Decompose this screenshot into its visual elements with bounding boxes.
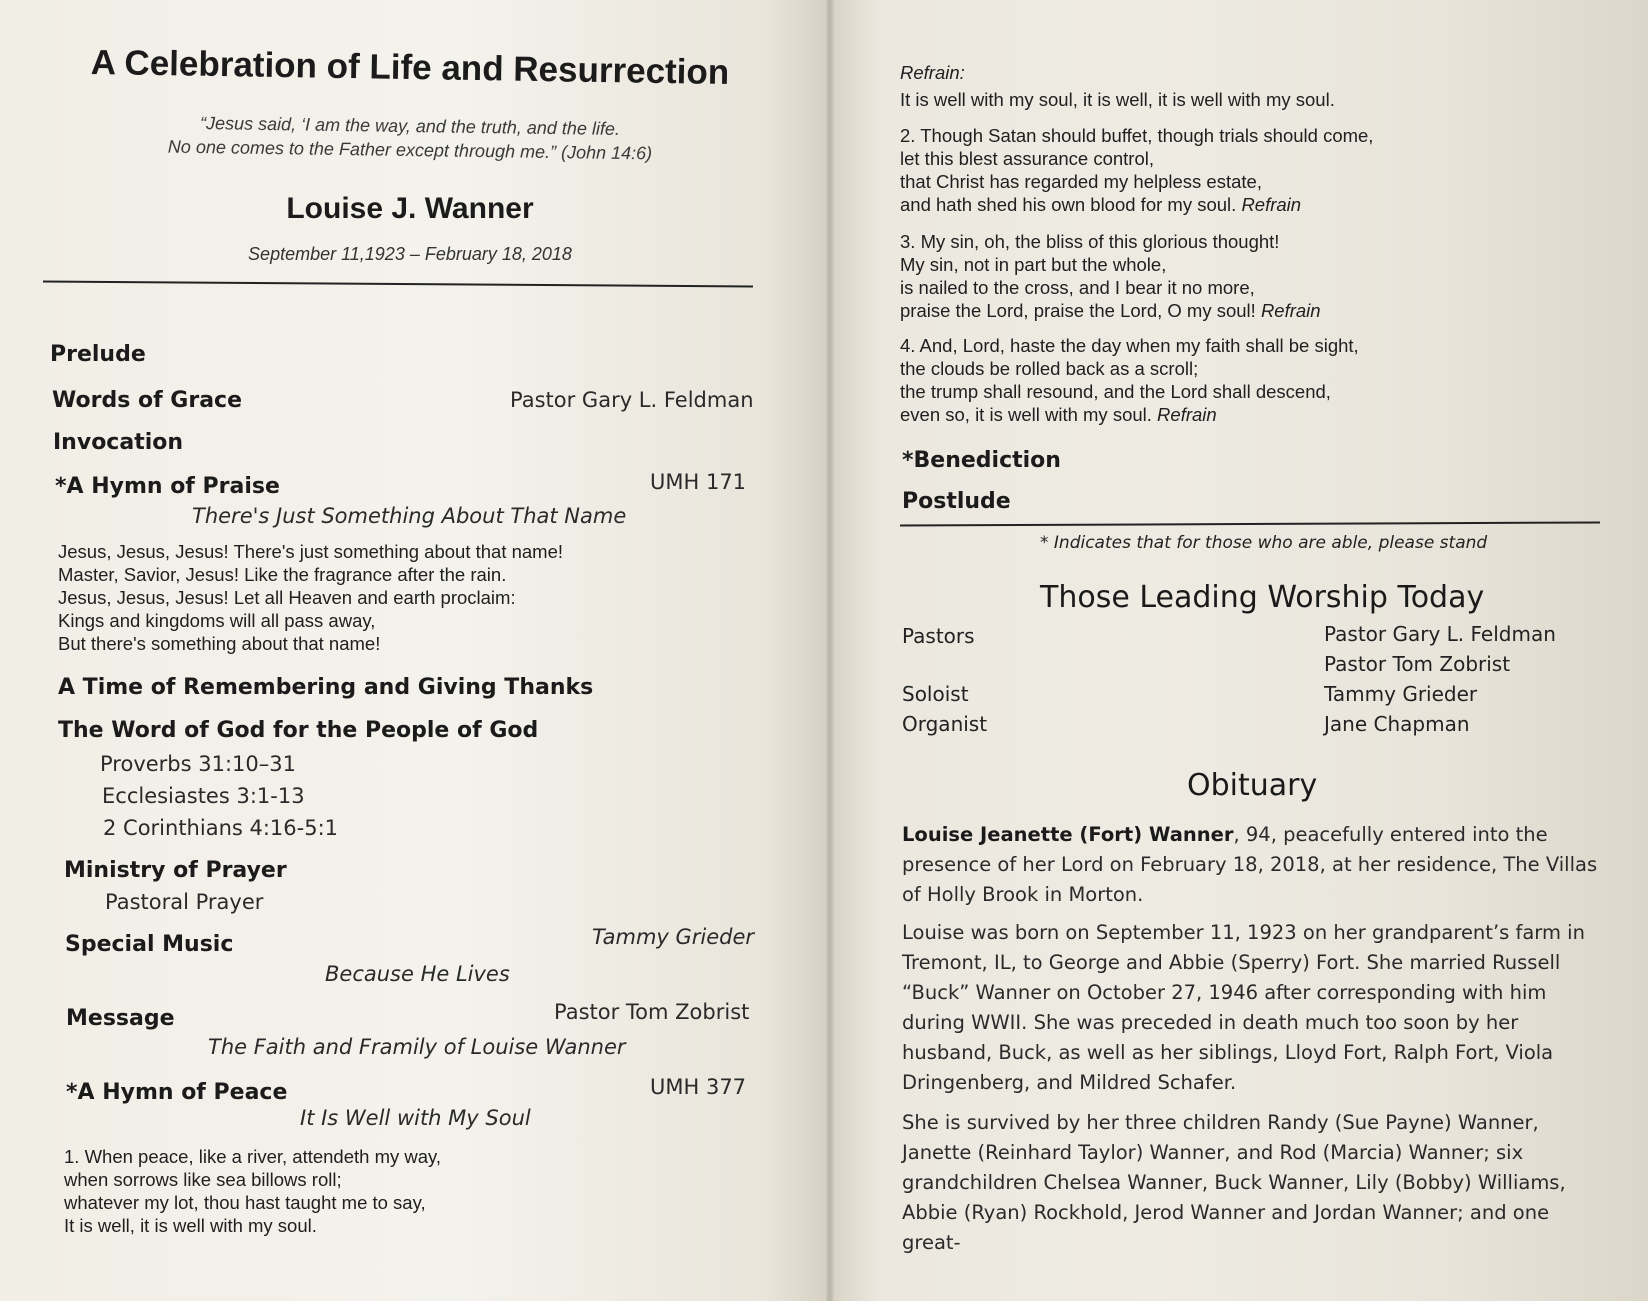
lyric-line <box>900 403 1359 426</box>
ministry-of-prayer-label: Ministry of Prayer <box>64 858 287 883</box>
life-dates: September 11,1923 – February 18, 2018 <box>248 244 572 264</box>
lyric-line: Master, Savior, Jesus! Like the fragrance after the rain. <box>58 564 507 585</box>
hymn-of-praise-number: UMH 171 <box>650 470 747 494</box>
lyric-text: and hath shed his own blood for my soul. <box>900 194 1237 215</box>
lyric-line: Jesus, Jesus, Jesus! Let all Heaven and earth proclaim: <box>58 587 516 608</box>
soloist-label: Soloist <box>902 682 969 706</box>
hymn-of-peace-verse-1 <box>64 1145 441 1237</box>
lyric-line: whatever my lot, thou hast taught me to say, <box>64 1192 426 1213</box>
refrain-text: It is well with my soul, it is well, it is well with my soul. <box>900 89 1335 110</box>
lyric-line: let this blest assurance control, <box>900 148 1154 169</box>
organist-label: Organist <box>902 712 988 736</box>
lyric-line: 3. My sin, oh, the bliss of this glorious thought! <box>900 231 1280 252</box>
message-label: Message <box>66 1006 175 1031</box>
deceased-name: Louise J. Wanner <box>286 192 534 225</box>
obituary-full-name: Louise Jeanette (Fort) Wanner <box>902 823 1234 846</box>
pastors-label: Pastors <box>902 624 975 648</box>
refrain-marker: Refrain <box>1157 404 1217 425</box>
scripture-quote-line-1: “Jesus said, ‘I am the way, and the truth, and the life. <box>199 113 621 139</box>
words-of-grace-leader: Pastor Gary L. Feldman <box>510 388 754 412</box>
header-divider <box>43 281 753 288</box>
special-music-title: Because He Lives <box>325 962 510 986</box>
obituary-paragraph-1 <box>902 820 1602 910</box>
lyric-text: even so, it is well with my soul. <box>900 404 1152 425</box>
hymn-of-praise-label: *A Hymn of Praise <box>55 474 280 499</box>
hymn-of-peace-title: It Is Well with My Soul <box>300 1106 531 1130</box>
leaders-heading: Those Leading Worship Today <box>1040 580 1485 615</box>
lyric-line: My sin, not in part but the whole, <box>900 254 1167 275</box>
pastoral-prayer: Pastoral Prayer <box>105 890 264 914</box>
benediction-label: *Benediction <box>902 448 1061 473</box>
lyric-line: 1. When peace, like a river, attendeth my way, <box>64 1146 442 1167</box>
refrain-marker: Refrain <box>1260 300 1321 321</box>
word-of-god-label: The Word of God for the People of God <box>58 718 539 743</box>
hymn-of-peace-label: *A Hymn of Peace <box>66 1080 288 1105</box>
hymn-of-peace-number: UMH 377 <box>650 1075 747 1099</box>
words-of-grace-label: Words of Grace <box>52 388 243 413</box>
scripture-quote-line-2: No one comes to the Father except through me.” (John 14:6) <box>167 136 653 164</box>
verse-2 <box>900 124 1373 216</box>
lyric-line: is nailed to the cross, and I bear it no more, <box>900 277 1255 298</box>
special-music-label: Special Music <box>65 932 234 957</box>
lyric-line: the trump shall resound, and the Lord shall descend, <box>900 381 1331 402</box>
lyric-text: praise the Lord, praise the Lord, O my soul! <box>900 300 1256 321</box>
verse-3 <box>900 230 1321 322</box>
program-title: A Celebration of Life and Resurrection <box>90 42 730 93</box>
lyric-line: that Christ has regarded my helpless estate, <box>900 171 1262 192</box>
lyric-line <box>900 193 1373 216</box>
page-fold <box>826 0 834 1301</box>
refrain-marker: Refrain <box>1241 194 1302 215</box>
message-title: The Faith and Framily of Louise Wanner <box>208 1035 626 1059</box>
lyric-line: the clouds be rolled back as a scroll; <box>900 358 1199 379</box>
message-leader: Pastor Tom Zobrist <box>554 1000 750 1024</box>
obituary-heading: Obituary <box>1187 768 1318 803</box>
lyric-line <box>900 299 1321 322</box>
reading-1: Proverbs 31:10–31 <box>100 752 296 776</box>
lyric-line: Kings and kingdoms will all pass away, <box>58 610 376 631</box>
hymn-of-praise-title: There's Just Something About That Name <box>192 504 627 528</box>
hymn-of-praise-lyrics <box>58 540 563 655</box>
pastor-2-name: Pastor Tom Zobrist <box>1324 652 1511 676</box>
verse-4 <box>900 334 1359 426</box>
postlude-label: Postlude <box>902 489 1011 514</box>
lyric-line: Jesus, Jesus, Jesus! There's just something about that name! <box>58 541 564 562</box>
special-music-performer: Tammy Grieder <box>592 925 755 949</box>
stand-note: * Indicates that for those who are able, please stand <box>1040 533 1488 553</box>
lyric-line: 2. Though Satan should buffet, though trials should come, <box>900 125 1374 146</box>
reading-2: Ecclesiastes 3:1-13 <box>102 784 305 808</box>
pastor-1-name: Pastor Gary L. Feldman <box>1324 622 1556 646</box>
lyric-line: But there's something about that name! <box>58 633 381 654</box>
refrain-label: Refrain: <box>900 62 965 83</box>
invocation-label: Invocation <box>53 430 184 455</box>
prelude-label: Prelude <box>50 342 146 367</box>
lyric-line: when sorrows like sea billows roll; <box>64 1169 342 1190</box>
reading-3: 2 Corinthians 4:16-5:1 <box>103 816 339 840</box>
obituary-paragraph-1-text: , 94, peacefully entered into the presence of her Lord on February 18, 2018, at her residence, The Villas of Holly Brook in Morton. <box>902 823 1598 906</box>
lyric-line: It is well, it is well with my soul. <box>64 1215 317 1236</box>
lyric-line: 4. And, Lord, haste the day when my faith shall be sight, <box>900 335 1359 356</box>
obituary-paragraph-2: Louise was born on September 11, 1923 on her grandparent’s farm in Tremont, IL, to George and Abbie (Sperry) Fort. She married Russell “Buck” Wanner on October 27, 1946 after corresponding with him during WWII. She was preceded in death much too soon by her husband, Buck, as well as her siblings, Lloyd Fort, Ralph Fort, Viola Dringenberg, and Mildred Schafer. <box>902 921 1585 1094</box>
soloist-name: Tammy Grieder <box>1324 682 1478 706</box>
organist-name: Jane Chapman <box>1324 712 1470 736</box>
obituary-paragraph-3: She is survived by her three children Randy (Sue Payne) Wanner, Janette (Reinhard Taylor) Wanner, and Rod (Marcia) Wanner; six grandchildren Chelsea Wanner, Buck Wanner, Lily (Bobby) Williams, Abbie (Ryan) Rockhold, Jerod Wanner and Jordan Wanner; and one great- <box>902 1111 1566 1254</box>
remembering-label: A Time of Remembering and Giving Thanks <box>58 675 594 700</box>
